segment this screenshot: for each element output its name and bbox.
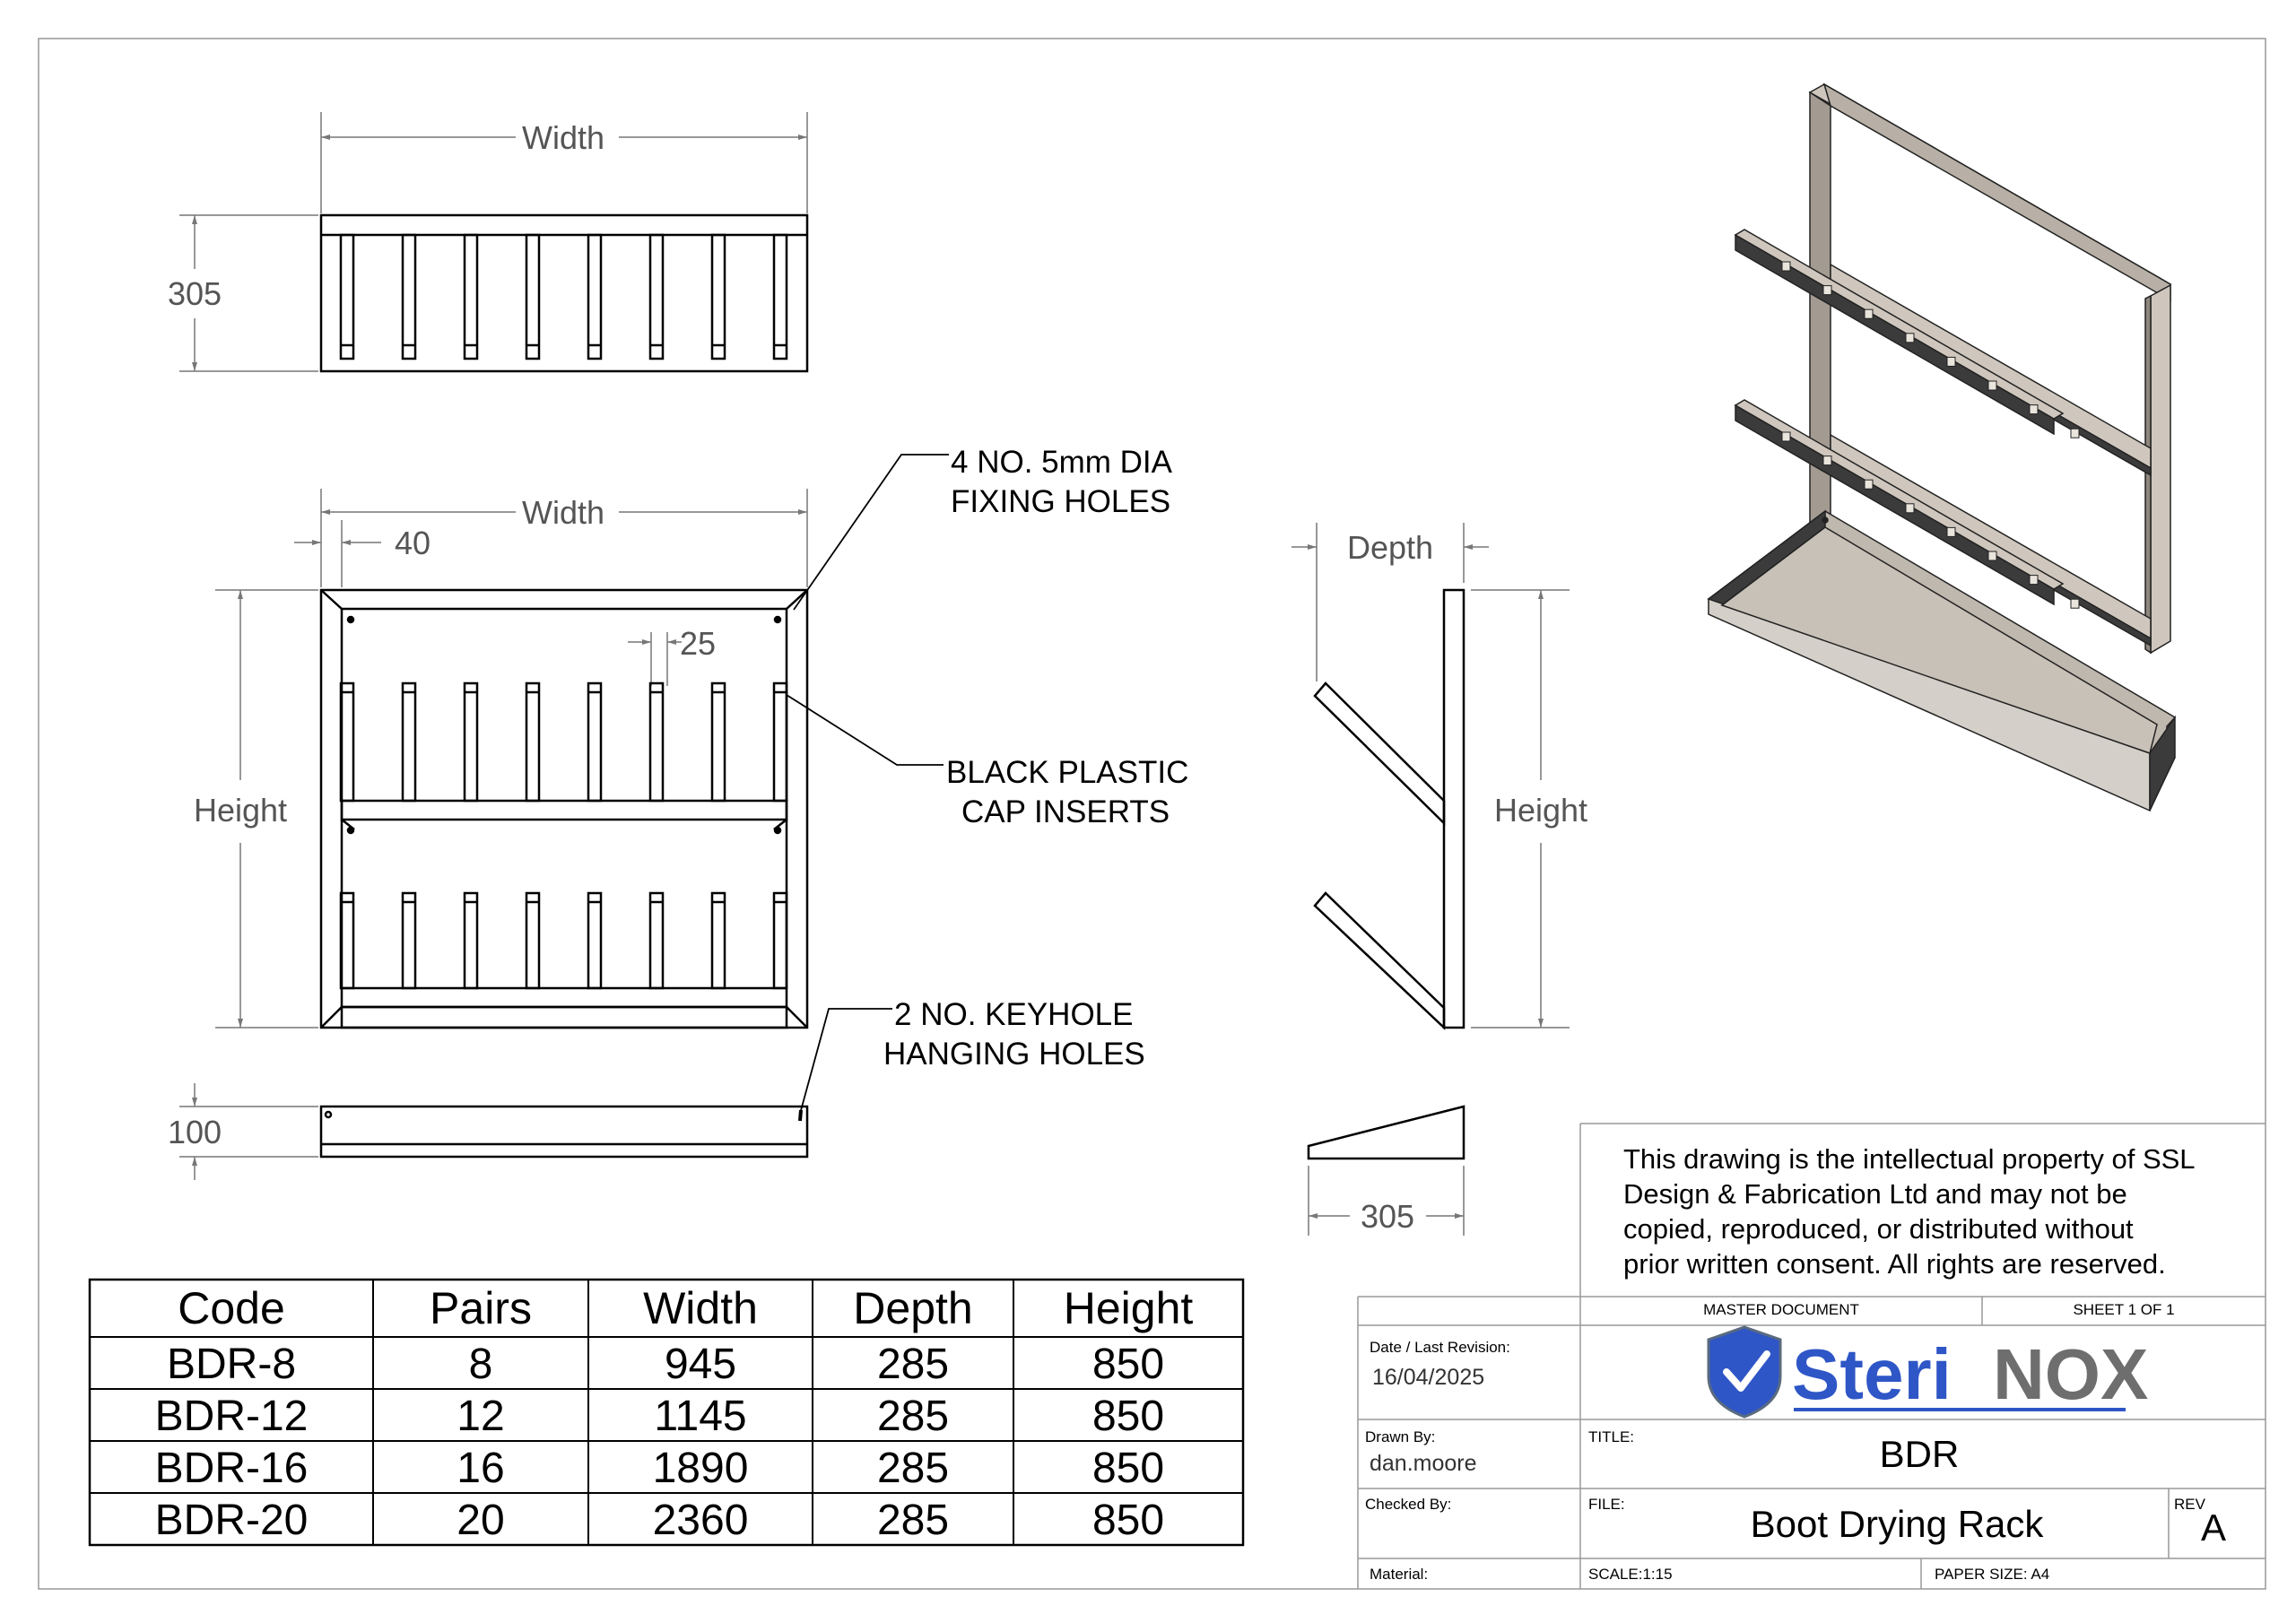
top-bar-1 [341,235,353,359]
dim-bottom-height: 100 [167,1114,222,1150]
dim-top-width: Width [521,119,605,156]
dim-front-width: Width [521,494,605,531]
table-cell: BDR-16 [154,1445,309,1492]
material-label: Material: [1370,1566,1429,1583]
top-bar-7 [712,235,725,359]
note-cap-inserts-1: BLACK PLASTIC [946,755,1189,790]
table-cell: BDR-8 [166,1341,297,1388]
bottom-view [179,1083,807,1180]
front-peg-bottom-6 [650,893,663,988]
front-peg-bottom-8 [774,893,787,988]
rev-value: A [2200,1506,2227,1549]
master-document-label: MASTER DOCUMENT [1703,1301,1859,1318]
file-label: FILE: [1588,1496,1625,1513]
dim-front-height: Height [193,792,288,829]
table-cell: 850 [1091,1445,1165,1492]
table-header-height: Height [1063,1283,1194,1333]
table-cell: 945 [664,1341,737,1388]
dim-front-spacing: 25 [680,625,717,662]
table-cell: 285 [876,1497,950,1544]
front-peg-bottom-5 [588,893,601,988]
table-cell: 285 [876,1445,950,1492]
ip-line-1: This drawing is the intellectual property of SSL [1623,1143,2196,1175]
table-header-pairs: Pairs [430,1283,532,1333]
dim-top-depth: 305 [167,275,222,312]
ip-line-3: copied, reproduced, or distributed without [1623,1213,2134,1245]
dim-front-edge: 40 [395,525,431,561]
front-view [215,489,807,1028]
note-fixing-holes-2: FIXING HOLES [951,484,1171,519]
front-peg-bottom-4 [526,893,539,988]
note-cap-inserts-2: CAP INSERTS [961,794,1170,829]
front-peg-top-3 [465,683,477,801]
table-cell: 285 [876,1341,950,1388]
table-cell: 8 [468,1341,493,1388]
table-cell: BDR-20 [154,1497,309,1544]
checked-by-label: Checked By: [1365,1496,1452,1513]
table-cell: 850 [1091,1341,1165,1388]
note-fixing-holes-1: 4 NO. 5mm DIA [951,445,1172,480]
front-peg-bottom-2 [403,893,415,988]
table-cell: 850 [1091,1393,1165,1440]
table-cell: 16 [457,1445,505,1492]
logo-text-nox: NOX [1993,1334,2149,1414]
front-peg-top-6 [650,683,663,801]
title-value: BDR [1879,1433,1960,1475]
date-label: Date / Last Revision: [1370,1339,1510,1356]
note-keyhole-2: HANGING HOLES [883,1037,1145,1072]
table-cell: 20 [457,1497,505,1544]
dim-side-height: Height [1493,792,1588,829]
drawn-by-value: dan.moore [1370,1451,1477,1476]
shield-check-icon [1709,1327,1780,1417]
front-peg-top-8 [774,683,787,801]
side-view [1292,523,1570,1028]
file-value: Boot Drying Rack [1750,1503,2044,1545]
top-bar-5 [588,235,601,359]
sterinox-logo [1709,1327,2148,1417]
table-header-width: Width [643,1283,758,1333]
table-cell: 1890 [652,1445,749,1492]
front-peg-top-2 [403,683,415,801]
scale-label: SCALE:1:15 [1588,1566,1673,1583]
table-cell: 285 [876,1393,950,1440]
sheet-label: SHEET 1 OF 1 [2073,1301,2175,1318]
table-cell: 1145 [654,1393,747,1440]
top-bar-8 [774,235,787,359]
table-cell: 12 [457,1393,505,1440]
top-bar-4 [526,235,539,359]
dim-tray-depth: 305 [1360,1198,1415,1235]
rev-label: REV [2174,1496,2205,1513]
front-peg-top-7 [712,683,725,801]
isometric-render [1709,84,2175,811]
top-bar-3 [465,235,477,359]
logo-text-steri: Steri [1792,1334,1952,1414]
dim-side-depth: Depth [1346,529,1434,566]
ip-line-4: prior written consent. All rights are reserved. [1623,1248,2166,1280]
top-bar-2 [403,235,415,359]
table-cell: 850 [1091,1497,1165,1544]
table-header-depth: Depth [853,1283,973,1333]
table-header-code: Code [178,1283,285,1333]
drawn-by-label: Drawn By: [1365,1428,1436,1445]
top-view [179,112,807,371]
table-cell: 2360 [652,1497,749,1544]
title-label: TITLE: [1588,1428,1635,1445]
ip-notice [1580,1124,2266,1297]
table-cell: BDR-12 [154,1393,309,1440]
paper-size-label: PAPER SIZE: A4 [1935,1566,2050,1583]
front-peg-top-5 [588,683,601,801]
top-bar-6 [650,235,663,359]
front-peg-bottom-3 [465,893,477,988]
note-keyhole-1: 2 NO. KEYHOLE [894,997,1134,1032]
size-table [90,1280,1243,1545]
front-peg-top-4 [526,683,539,801]
front-peg-bottom-7 [712,893,725,988]
date-value: 16/04/2025 [1372,1365,1485,1390]
ip-line-2: Design & Fabrication Ltd and may not be [1623,1178,2127,1210]
